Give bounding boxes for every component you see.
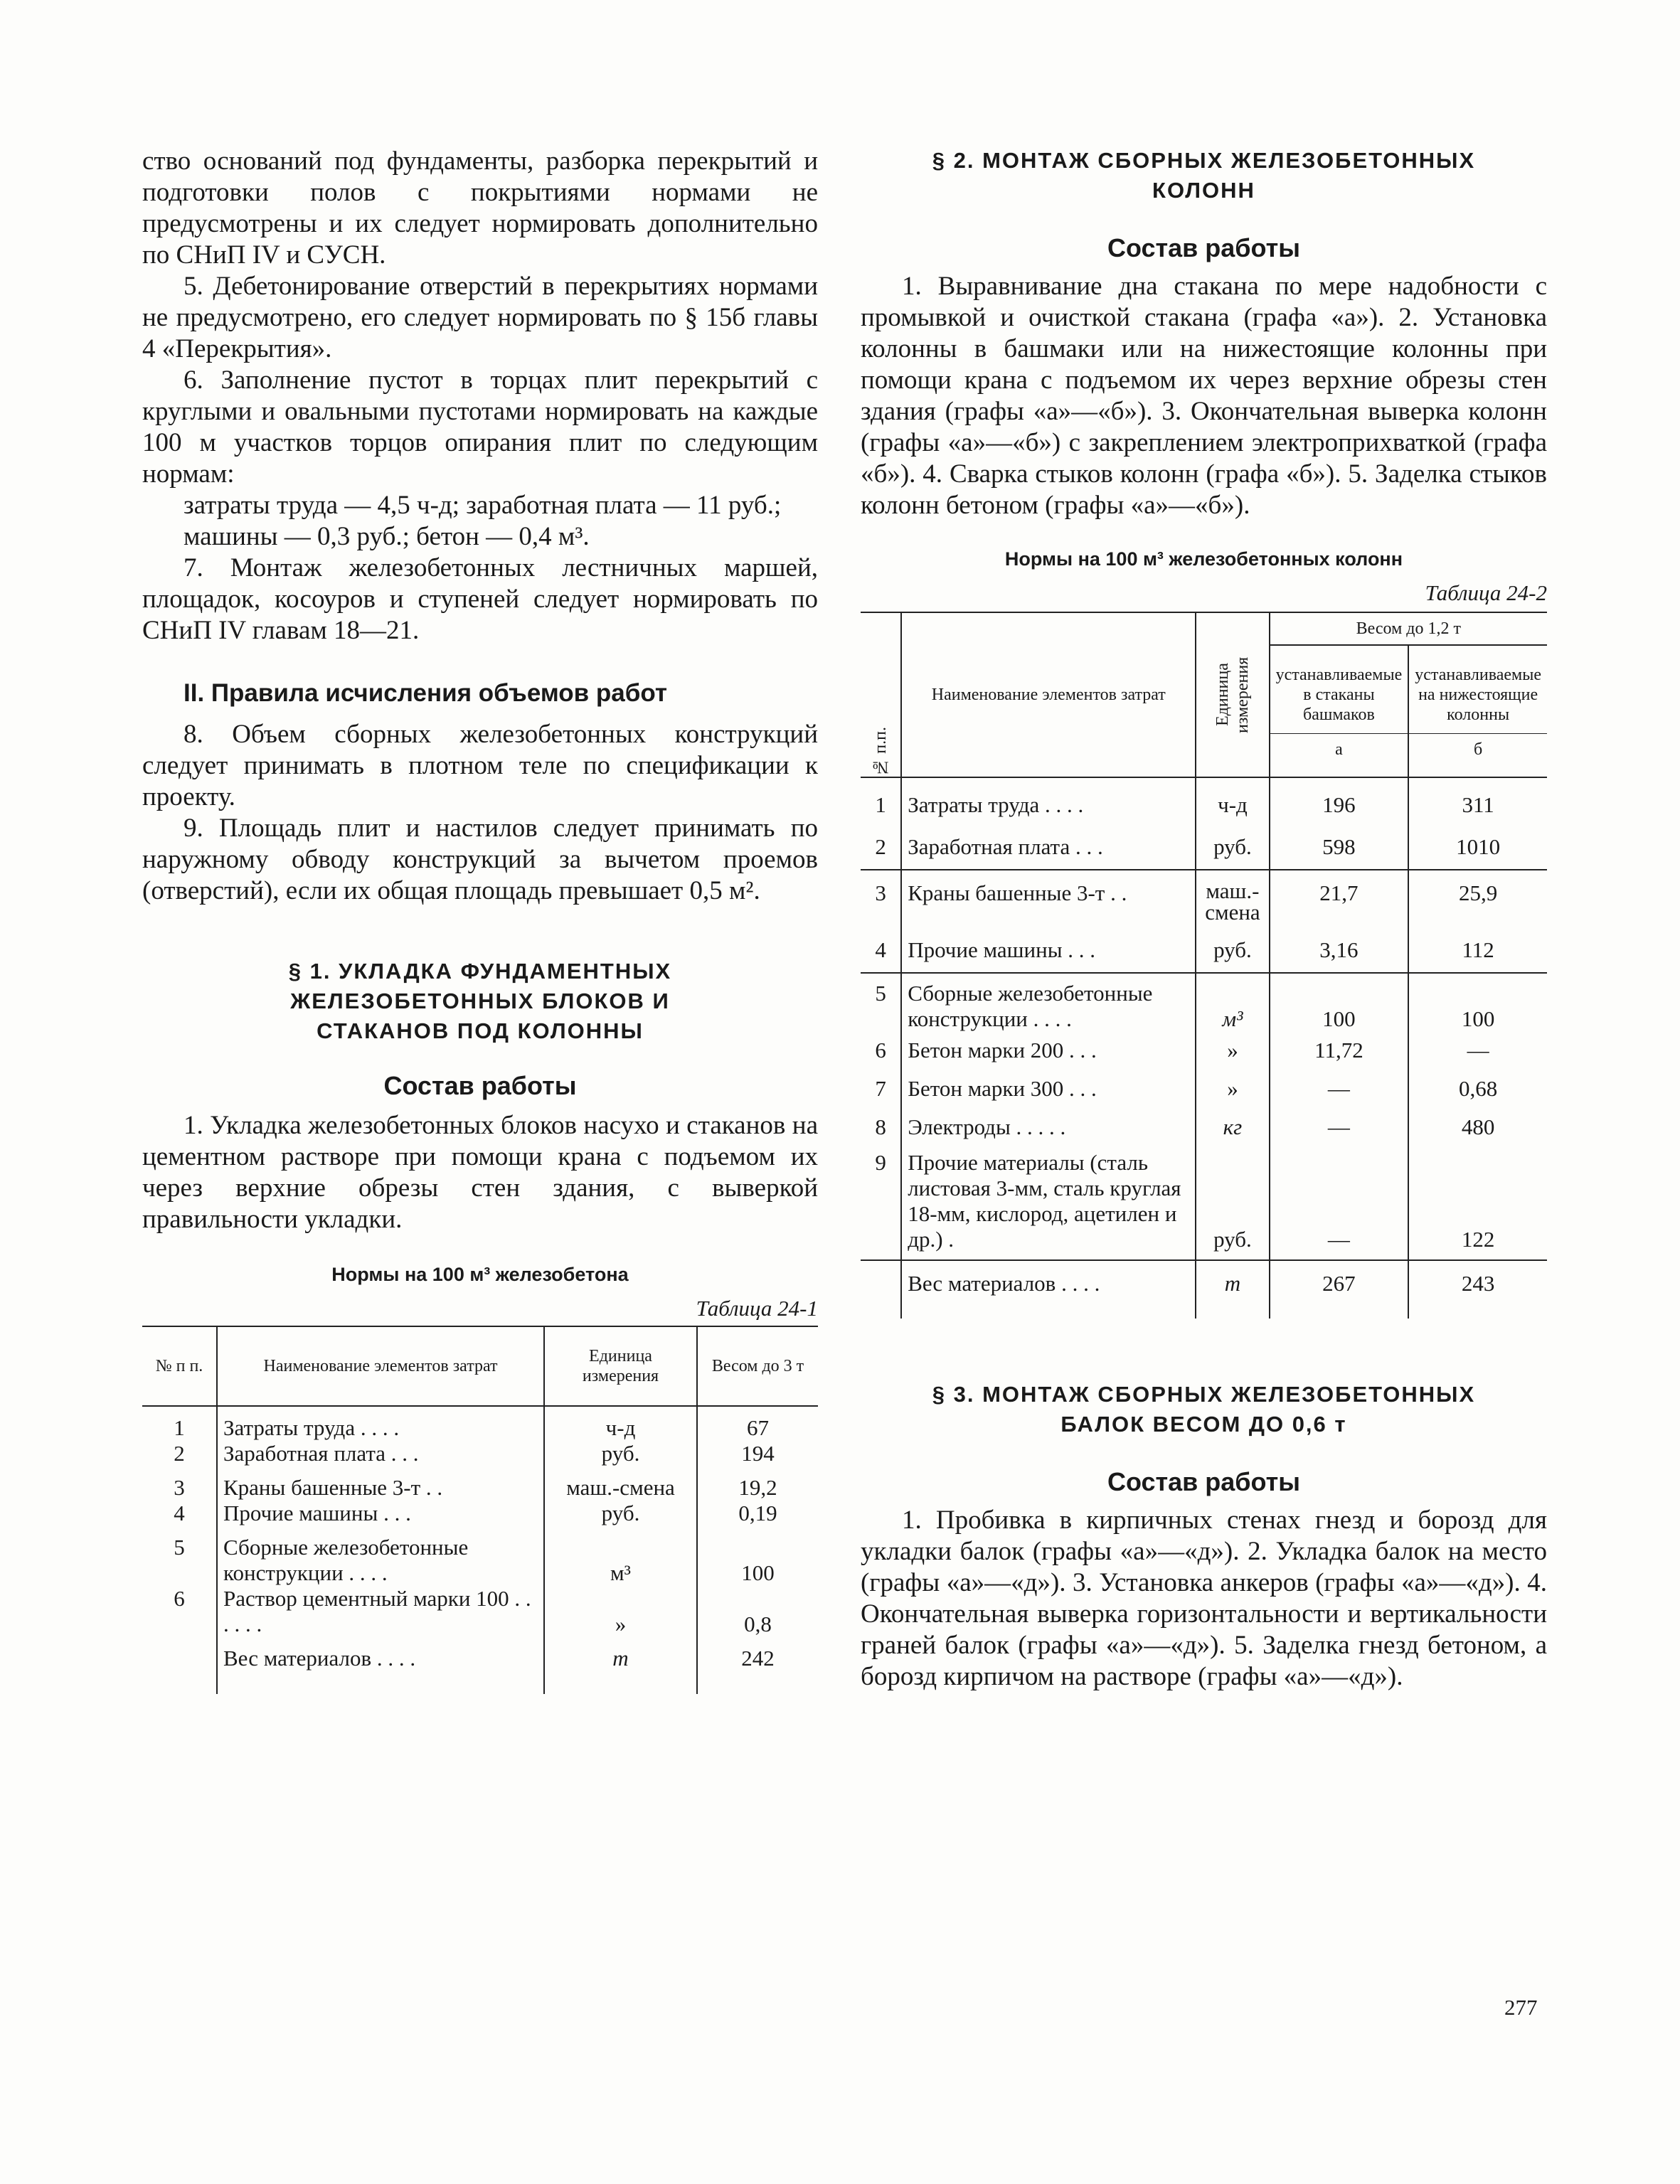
cell-b: 112 [1408, 923, 1547, 973]
section-3-text: 1. Пробивка в кирпичных стенах гнезд и борозд для укладки балок (графы «а»—«д»). 2. Укладка балок на место (графы «а»—«д»). 3. Установка анкеров (графы «а»—«д»). 4. Окончательная выверка горизонтальности и вертикальности граней балок (графы «а»—«д»). 5. Заделка гнезд бетоном, а борозд кирпичом на растворе (графы «а»—«д»). [861, 1506, 1547, 1691]
cell-value: 194 [697, 1441, 818, 1466]
table-row [861, 1070, 1547, 1109]
table-row [142, 1406, 818, 1441]
table-24-1-caption: Нормы на 100 м³ железобетона [331, 1264, 629, 1285]
cell-b: 0,68 [1408, 1070, 1547, 1109]
cell-name: Заработная плата . . . [901, 821, 1196, 870]
cell-name: Прочие машины . . . [217, 1501, 544, 1526]
table-row [142, 1501, 818, 1526]
section-1-subtitle: Состав работы [383, 1071, 577, 1100]
cell-unit: т [1196, 1260, 1269, 1319]
cell-no: 1 [875, 792, 886, 817]
cell-no [142, 1637, 217, 1694]
table-row [861, 777, 1547, 821]
cell-no: 5 [174, 1535, 185, 1560]
cell-a: — [1270, 1070, 1409, 1109]
left-column [142, 146, 818, 1694]
table-row [861, 973, 1547, 1032]
cell-a: 100 [1270, 973, 1409, 1032]
table-row [142, 1526, 818, 1586]
section-2-text: 1. Выравнивание дна стакана по мере надобности с промывкой и очисткой стакана (графа «а»). 2. Установка колонны в башмаки или на нижестоящие колонны при помощи крана с подъемом их через верхние обрезы стен здания (графы «а»—«б»). 3. Окончательная выверка колонн (графы «а»—«б») с закреплением электроприхваткой (графа «б»). 4. Сварка стыков колонн (графа «б»). 5. Заделка стыков колонн бетоном (графы «а»—«б»). [861, 272, 1547, 520]
cell-unit: ч-д [1196, 777, 1269, 821]
cell-b: — [1408, 1032, 1547, 1070]
header-col-a [1270, 645, 1409, 777]
header-no-text: № п.п. [871, 727, 890, 777]
cell-no: 1 [174, 1415, 185, 1440]
cell-name: Сборные железобетонные конструкции . . . . [901, 973, 1196, 1032]
table-24-2-caption: Нормы на 100 м³ железобетонных колонн [1004, 548, 1403, 570]
table-row [861, 821, 1547, 870]
cell-a: 598 [1270, 821, 1409, 870]
cell-name: Заработная плата . . . [217, 1441, 544, 1466]
cell-name: Раствор цементный марки 100 . . . . . . [217, 1586, 544, 1637]
header-col-b-text: устанавливаемые на нижестоящие колонны [1415, 665, 1541, 724]
cell-b: 243 [1408, 1260, 1547, 1319]
cell-no: 4 [174, 1501, 185, 1525]
header-unit: Единица измерения [544, 1326, 697, 1406]
header-col-a-letter: а [1270, 733, 1408, 760]
cell-no: 2 [875, 834, 886, 859]
header-unit [1196, 612, 1269, 777]
cell-b: 25,9 [1408, 870, 1547, 923]
table-row [142, 1466, 818, 1501]
table-row-total [861, 1260, 1547, 1319]
cell-value: 19,2 [697, 1466, 818, 1501]
section-1-text: 1. Укладка железобетонных блоков насухо и стаканов на цементном растворе при помощи крана с подъемом их через верхние обрезы стен здания, с выверкой правильности укладки. [142, 1111, 818, 1234]
table-row [861, 1146, 1547, 1260]
paragraph-7: 7. Монтаж железобетонных лестничных маршей, площадок, косоуров и ступеней следует нормировать по СНиП IV главам 18—21. [142, 553, 818, 645]
header-group: Весом до 1,2 т [1270, 612, 1547, 645]
cell-unit: м³ [1196, 973, 1269, 1032]
cell-b: 122 [1408, 1146, 1547, 1260]
cell-b: 480 [1408, 1109, 1547, 1146]
cell-a: — [1270, 1146, 1409, 1260]
cell-name: Бетон марки 200 . . . [901, 1032, 1196, 1070]
table-24-2 [861, 612, 1547, 1319]
header-name: Наименование элементов затрат [217, 1326, 544, 1406]
cell-name: Затраты труда . . . . [901, 777, 1196, 821]
cell-value: 0,19 [697, 1501, 818, 1526]
cell-unit: ч-д [544, 1406, 697, 1441]
cell-no: 4 [875, 937, 886, 962]
table-row [861, 923, 1547, 973]
cell-name: Прочие машины . . . [901, 923, 1196, 973]
cell-no: 5 [861, 973, 901, 1032]
cell-a: 267 [1270, 1260, 1409, 1319]
cell-no: 2 [174, 1441, 185, 1466]
cell-name: Краны башенные 3-т . . [217, 1466, 544, 1501]
cell-no: 6 [875, 1038, 886, 1062]
header-unit-text: Единица измерения [1213, 656, 1252, 733]
cell-name: Электроды . . . . . [901, 1109, 1196, 1146]
cell-b: 311 [1408, 777, 1547, 821]
paragraph-6-norms-b: машины — 0,3 руб.; бетон — 0,4 м³. [184, 522, 590, 551]
header-col-b-letter: б [1409, 733, 1547, 760]
page-number: 277 [1504, 1995, 1538, 2020]
paragraph-continuation: ство оснований под фундаменты, разборка перекрытий и подготовки полов с покрытиями нормами не предусмотрены и их следует нормировать дополнительно по СНиП IV и СУСН. [142, 147, 818, 270]
header-no: № п п. [142, 1326, 217, 1406]
cell-unit: маш.-смена [1196, 870, 1269, 923]
cell-unit: » [1196, 1032, 1269, 1070]
cell-name: Бетон марки 300 . . . [901, 1070, 1196, 1109]
table-header [142, 1326, 818, 1406]
cell-a: 11,72 [1270, 1032, 1409, 1070]
cell-a: — [1270, 1109, 1409, 1146]
cell-b: 100 [1408, 973, 1547, 1032]
section-2-title: § 2. МОНТАЖ СБОРНЫХ ЖЕЛЕЗОБЕТОННЫХ КОЛОНН [932, 148, 1476, 203]
table-24-1 [142, 1326, 818, 1694]
cell-no: 8 [875, 1114, 886, 1139]
cell-name: Прочие материалы (сталь листовая 3-мм, сталь круглая 18-мм, кислород, ацетилен и др.) . [901, 1146, 1196, 1260]
table-row [142, 1441, 818, 1466]
paragraph-6-norms-a: затраты труда — 4,5 ч-д; заработная плата — 11 руб.; [184, 491, 782, 520]
cell-unit: руб. [544, 1501, 697, 1526]
header-col-a-text: устанавливаемые в стаканы башмаков [1275, 665, 1403, 724]
section-heading-ii: II. Правила исчисления объемов работ [184, 679, 667, 707]
table-row [861, 870, 1547, 923]
paragraph-8: 8. Объем сборных железобетонных конструкций следует принимать в плотном теле по спецификации к проекту. [142, 720, 818, 811]
section-2-subtitle: Состав работы [1107, 233, 1301, 262]
cell-value: 100 [697, 1526, 818, 1586]
section-3-subtitle: Состав работы [1107, 1467, 1301, 1496]
cell-unit: т [544, 1637, 697, 1694]
cell-value: 67 [697, 1406, 818, 1441]
cell-unit: » [1196, 1070, 1269, 1109]
header-no [861, 612, 901, 777]
cell-no: 3 [861, 870, 901, 923]
table-row [861, 1032, 1547, 1070]
cell-a: 3,16 [1270, 923, 1409, 973]
section-1-title: § 1. УКЛАДКА ФУНДАМЕНТНЫХ ЖЕЛЕЗОБЕТОННЫХ БЛОКОВ И СТАКАНОВ ПОД КОЛОННЫ [288, 959, 672, 1043]
table-row-total [142, 1637, 818, 1694]
header-weight: Весом до 3 т [697, 1326, 818, 1406]
cell-name: Сборные железобетонные конструкции . . . . [217, 1526, 544, 1586]
cell-unit: кг [1196, 1109, 1269, 1146]
cell-a: 21,7 [1270, 870, 1409, 923]
header-col-b [1408, 645, 1547, 777]
cell-no: 9 [875, 1150, 886, 1175]
header-name: Наименование элементов затрат [901, 612, 1196, 777]
paragraph-9: 9. Площадь плит и настилов следует принимать по наружному обводу конструкций за вычетом проемов (отверстий), если их общая площадь превышает 0,5 м². [142, 814, 818, 905]
cell-unit: маш.-смена [544, 1466, 697, 1501]
table-24-1-label: Таблица 24-1 [696, 1296, 818, 1321]
cell-unit: руб. [544, 1441, 697, 1466]
cell-unit: руб. [1196, 1146, 1269, 1260]
paragraph-6: 6. Заполнение пустот в торцах плит перекрытий с круглыми и овальными пустотами нормировать на каждые 100 м участков торцов опирания плит по следующим нормам: [142, 366, 818, 489]
cell-no: 6 [174, 1586, 185, 1611]
table-header-row-1 [861, 612, 1547, 645]
cell-unit: руб. [1196, 923, 1269, 973]
paragraph-5: 5. Дебетонирование отверстий в перекрытиях нормами не предусмотрено, его следует нормировать по § 15б главы 4 «Перекрытия». [142, 272, 818, 363]
cell-no: 3 [174, 1475, 185, 1500]
section-3-title: § 3. МОНТАЖ СБОРНЫХ ЖЕЛЕЗОБЕТОННЫХ БАЛОК ВЕСОМ ДО 0,6 т [932, 1382, 1476, 1437]
cell-a: 196 [1270, 777, 1409, 821]
cell-name: Вес материалов . . . . [217, 1637, 544, 1694]
cell-name: Краны башенные 3-т . . [901, 870, 1196, 923]
cell-unit: м³ [544, 1526, 697, 1586]
table-24-2-label: Таблица 24-2 [1425, 580, 1547, 605]
table-row [142, 1586, 818, 1637]
table-row [861, 1109, 1547, 1146]
cell-name: Затраты труда . . . . [217, 1406, 544, 1441]
cell-b: 1010 [1408, 821, 1547, 870]
right-column [861, 146, 1547, 1693]
cell-unit: » [544, 1586, 697, 1637]
cell-name: Вес материалов . . . . [901, 1260, 1196, 1319]
cell-value: 242 [697, 1637, 818, 1694]
cell-no: 7 [875, 1076, 886, 1101]
cell-value: 0,8 [697, 1586, 818, 1637]
cell-unit: руб. [1196, 821, 1269, 870]
cell-no [861, 1260, 901, 1319]
